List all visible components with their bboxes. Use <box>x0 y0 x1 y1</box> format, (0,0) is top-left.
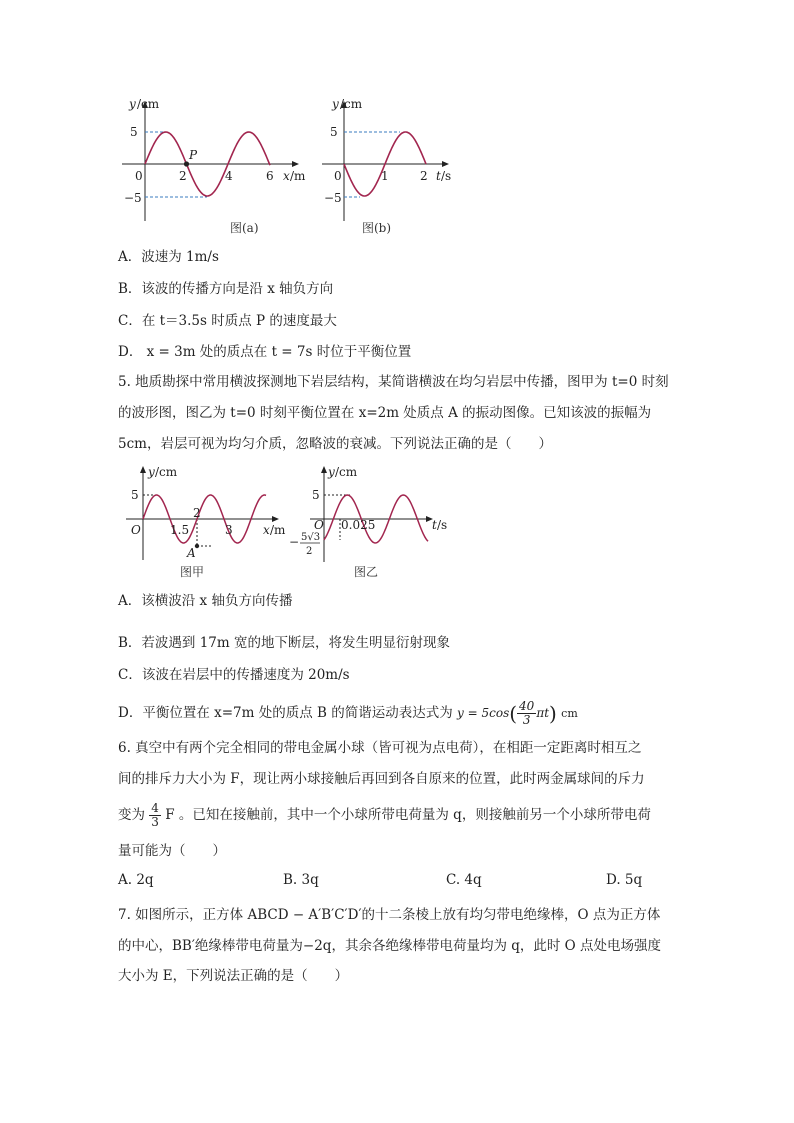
q5-option-d-unit: cm <box>561 707 578 720</box>
neg-frac-den: 2 <box>306 546 313 557</box>
tlabel-unit: /s <box>437 518 448 532</box>
q5-option-b: B．若波遇到 17m 宽的地下断层，将发生明显衍射现象 <box>118 635 450 651</box>
q4-option-d: D． x = 3m 处的质点在 t = 7s 时位于平衡位置 <box>118 344 412 360</box>
q6-line1: 6. 真空中有两个完全相同的带电金属小球（皆可视为点电荷），在相距一定距离时相互之 <box>118 740 642 756</box>
q5-option-d-pit: πt <box>536 706 550 720</box>
figure-a <box>118 96 308 236</box>
q7-line1: 7. 如图所示，正方体 ABCD − A′B′C′D′的十二条棱上放有均匀带电绝缘棒，O 点为正方体 <box>118 907 661 923</box>
ylabel-unit: /cm <box>137 97 160 111</box>
xtick-2: 2 <box>193 506 201 520</box>
q5-option-d <box>118 700 578 727</box>
xlabel-unit: /m <box>270 523 286 537</box>
xlabel-var: x <box>283 169 290 183</box>
frac-den: 3 <box>151 815 159 829</box>
ytick-5: 5 <box>130 125 138 139</box>
q5-option-c: C．该波在岩层中的传播速度为 20m/s <box>118 667 350 683</box>
tlabel-unit: /s <box>441 169 452 183</box>
figure-b <box>318 96 478 236</box>
frac-num: 4 <box>151 801 159 815</box>
caption: 图乙 <box>354 565 379 579</box>
q5-option-d-expr: y = 5cos <box>457 706 510 720</box>
point-p <box>184 161 189 166</box>
q6-line2: 间的排斥力大小为 F，现让两小球接触后再回到各自原来的位置，此时两金属球间的斥力 <box>118 771 645 787</box>
q5-stem: 5. 地质勘探中常用横波探测地下岩层结构，某简谐横波在均匀岩层中传播，图甲为 t=0 时刻的波形图，图乙为 t=0 时刻平衡位置在 x=2m 处质点 A 的振动图像。已知该波的振幅为 5cm，岩层可视为均匀介质，忽略波的衰减。下列说法正确的是（ ） <box>118 374 669 452</box>
q4-option-a: A．波速为 1m/s <box>118 249 219 265</box>
ytick-neg5: −5 <box>324 191 342 205</box>
tlabel-var: t <box>436 169 441 183</box>
paren-open: ( <box>509 701 518 726</box>
neg-sign: − <box>289 535 300 549</box>
origin-label: 0 <box>135 169 143 183</box>
caption: 图(a) <box>230 221 259 235</box>
tlabel-var: t <box>432 518 437 532</box>
ytick-neg5: −5 <box>124 191 142 205</box>
caption: 图甲 <box>180 565 205 579</box>
q6-line3 <box>118 800 651 830</box>
figure-yi <box>282 462 452 582</box>
ytick-5: 5 <box>312 488 320 502</box>
q7-line3: 大小为 E，下列说法正确的是（ ） <box>118 968 349 984</box>
xtick-4: 4 <box>225 169 233 183</box>
q5-option-d-frac <box>517 700 536 727</box>
ttick-1: 1 <box>381 169 389 183</box>
ytick-5: 5 <box>330 125 338 139</box>
q6-line3-post: F 。已知在接触前，其中一个小球所带电荷量为 q，则接触前另一个小球所带电荷 <box>165 807 651 823</box>
ylabel-var: y <box>332 97 339 111</box>
xlabel-unit: /m <box>290 169 306 183</box>
q5-option-a: A．该横波沿 x 轴负方向传播 <box>118 593 293 609</box>
neg-frac-num: 5√3 <box>301 532 321 543</box>
q5-option-d-text: D．平衡位置在 x=7m 处的质点 B 的简谐运动表达式为 <box>118 705 453 721</box>
xtick-2: 2 <box>179 169 187 183</box>
xtick-6: 6 <box>266 169 274 183</box>
ttick-0025: 0.025 <box>341 518 376 532</box>
ylabel-unit: /cm <box>155 465 178 479</box>
point-p-label: P <box>189 148 198 162</box>
origin-label: 0 <box>334 169 342 183</box>
q6-line4: 量可能为（ ） <box>118 843 226 859</box>
caption: 图(b) <box>362 221 392 235</box>
frac-num: 40 <box>519 699 535 713</box>
xtick-3: 3 <box>225 523 233 537</box>
ylabel-var: y <box>328 465 335 479</box>
ylabel-var: y <box>148 465 155 479</box>
figure-jia <box>118 462 298 582</box>
q6-option-b: B. 3q <box>283 872 319 888</box>
xtick-1-5: 1.5 <box>170 523 190 537</box>
q4-option-b: B．该波的传播方向是沿 x 轴负方向 <box>118 281 334 297</box>
frac-den: 3 <box>522 713 531 727</box>
ytick-5: 5 <box>131 488 139 502</box>
q6-line3-pre: 变为 <box>118 807 145 823</box>
q6-frac <box>149 802 161 829</box>
ylabel-var: y <box>129 97 136 111</box>
ylabel-unit: /cm <box>340 97 363 111</box>
q6-option-a: A. 2q <box>118 872 154 888</box>
ylabel-unit: /cm <box>335 465 358 479</box>
origin-label: O <box>131 523 141 537</box>
q6-option-d: D. 5q <box>606 872 643 888</box>
q7-line2: 的中心，BB′绝缘棒带电荷量为−2q，其余各绝缘棒带电荷量均为 q，此时 O 点处电场强度 <box>118 938 662 954</box>
ttick-2: 2 <box>420 169 428 183</box>
xlabel-var: x <box>263 523 270 537</box>
q6-option-c: C. 4q <box>446 872 482 888</box>
point-a-label: A <box>187 546 196 560</box>
origin-label: O <box>314 518 324 532</box>
paren-close: ) <box>549 701 557 726</box>
q4-option-c: C．在 t＝3.5s 时质点 P 的速度最大 <box>118 313 337 329</box>
